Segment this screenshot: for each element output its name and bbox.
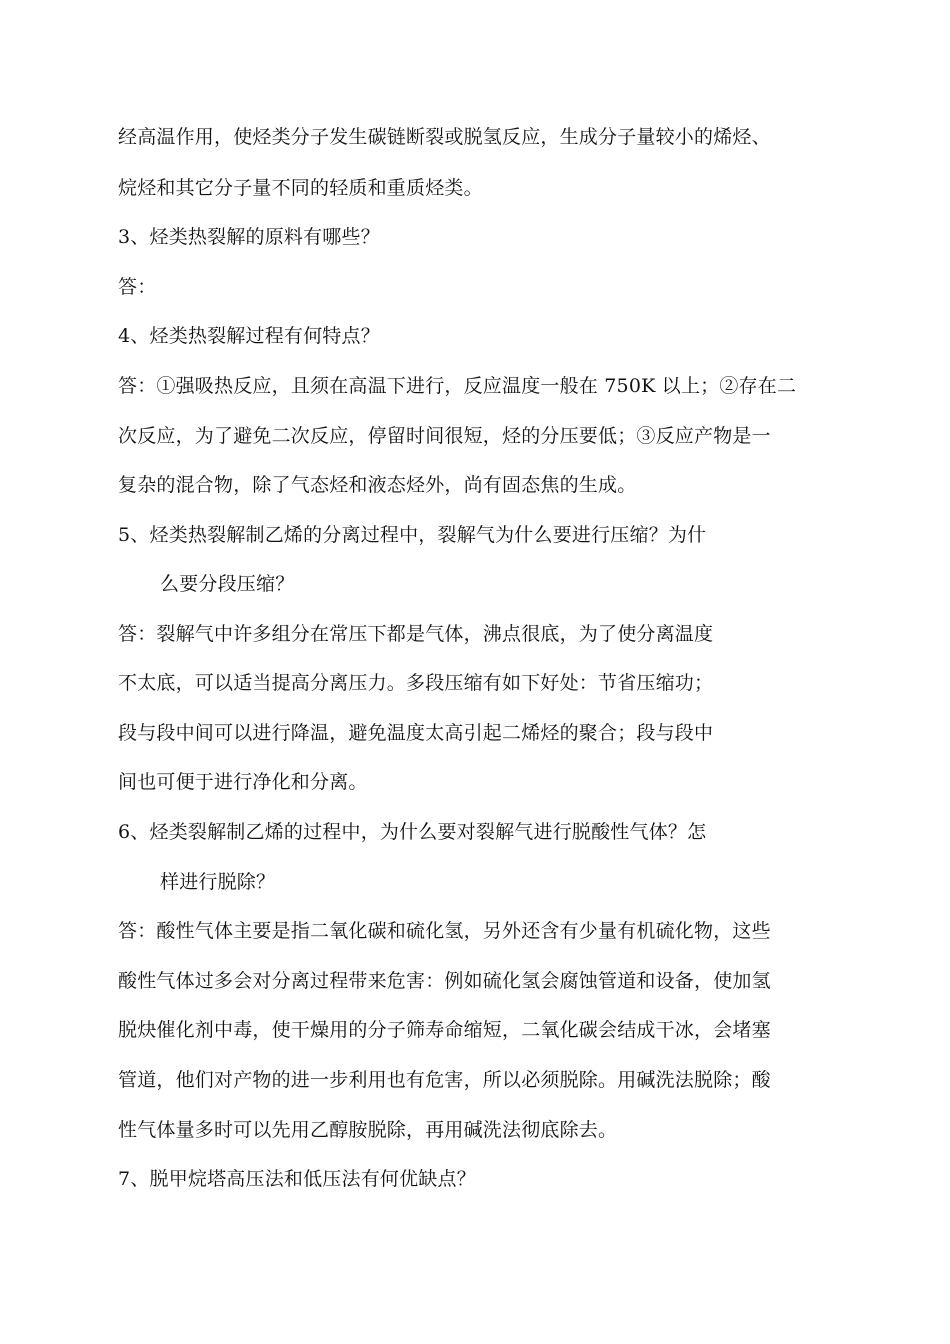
answer-text: 段与段中间可以进行降温，避免温度太高引起二烯烃的聚合；段与段中 <box>118 722 714 744</box>
answer-text: 性气体量多时可以先用乙醇胺脱除，再用碱洗法彻底除去。 <box>118 1119 618 1141</box>
answer-text: 复杂的混合物，除了气态烃和液态烃外，尚有固态焦的生成。 <box>118 474 637 496</box>
question-4: 4、烃类热裂解过程有何特点？ <box>118 325 380 347</box>
question-6-continued: 样进行脱除？ <box>160 871 276 893</box>
question-7: 7、脱甲烷塔高压法和低压法有何优缺点？ <box>118 1168 476 1190</box>
answer-text: 酸性气体过多会对分离过程带来危害：例如硫化氢会腐蚀管道和设备，使加氢 <box>118 970 771 992</box>
answer-text: 答：酸性气体主要是指二氧化碳和硫化氢，另外还含有少量有机硫化物，这些 <box>118 920 771 942</box>
answer-text: 间也可便于进行净化和分离。 <box>118 771 368 793</box>
answer-text: 脱炔催化剂中毒，使干燥用的分子筛寿命缩短，二氧化碳会结成干冰，会堵塞 <box>118 1019 771 1041</box>
text-line: 经高温作用，使烃类分子发生碳链断裂或脱氢反应，生成分子量较小的烯烃、 <box>118 126 771 148</box>
question-3: 3、烃类热裂解的原料有哪些？ <box>118 226 380 248</box>
question-5-continued: 么要分段压缩？ <box>160 573 295 595</box>
answer-text: 次反应，为了避免二次反应，停留时间很短，烃的分压要低；③反应产物是一 <box>118 425 771 447</box>
answer-text: 管道，他们对产物的进一步利用也有危害，所以必须脱除。用碱洗法脱除；酸 <box>118 1069 771 1091</box>
answer-text: 不太底，可以适当提高分离压力。多段压缩有如下好处：节省压缩功； <box>118 672 714 694</box>
text-line: 烷烃和其它分子量不同的轻质和重质烃类。 <box>118 177 483 199</box>
answer-text: 答：裂解气中许多组分在常压下都是气体，沸点很底，为了使分离温度 <box>118 623 714 645</box>
answer-label: 答： <box>118 276 157 298</box>
question-5: 5、烃类热裂解制乙烯的分离过程中，裂解气为什么要进行压缩？为什 <box>118 524 707 546</box>
question-6: 6、烃类裂解制乙烯的过程中，为什么要对裂解气进行脱酸性气体？怎 <box>118 821 707 843</box>
answer-text: 答：①强吸热反应，且须在高温下进行，反应温度一般在 750K 以上；②存在二 <box>118 375 797 397</box>
